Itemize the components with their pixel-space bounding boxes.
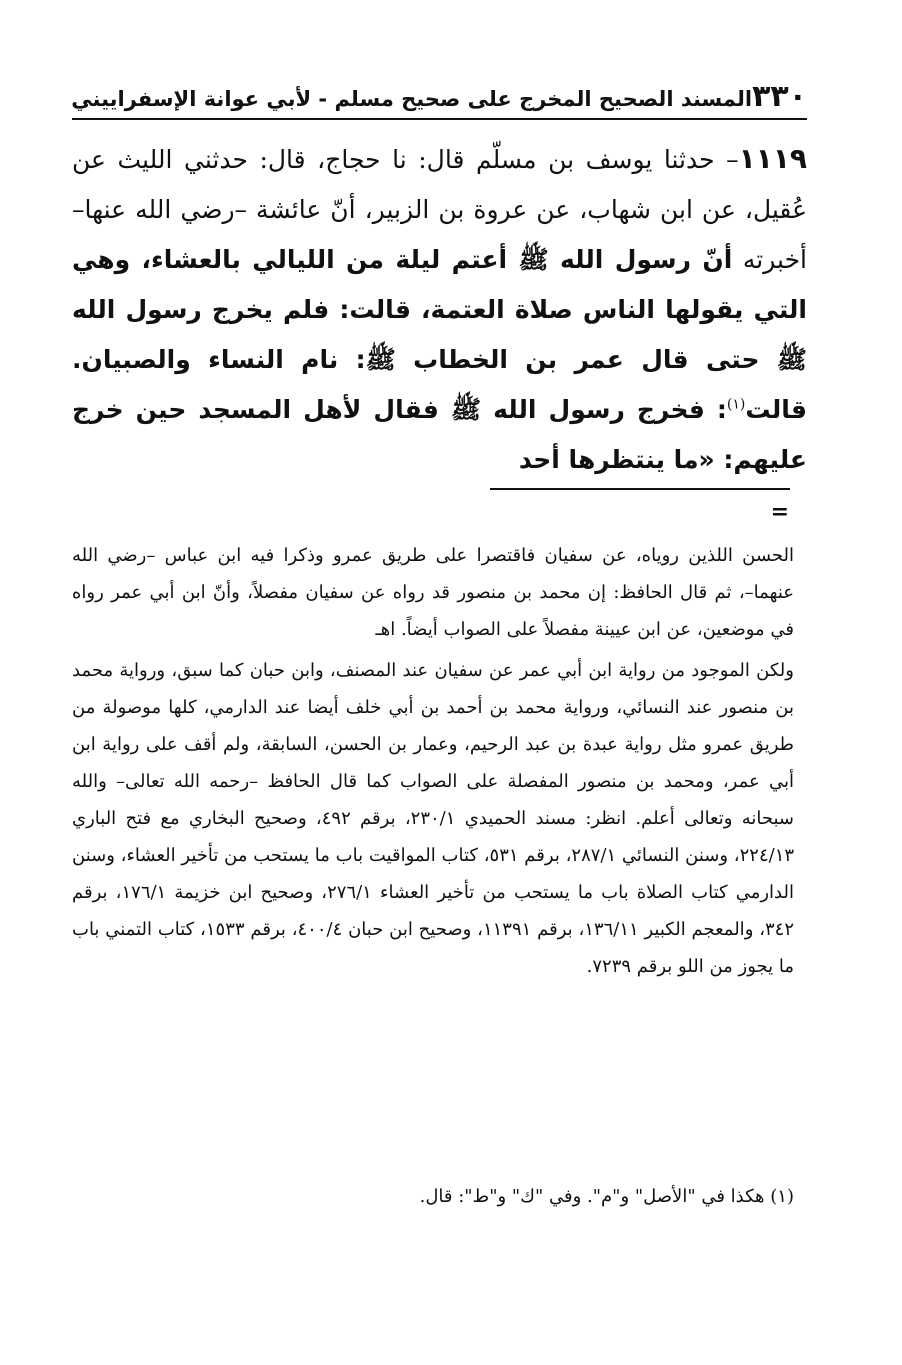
running-title: المسند الصحيح المخرج على صحيح مسلم - لأبي عوانة الإسفراييني — [71, 87, 753, 111]
hadith-isnad: – حدثنا يوسف بن مسلّم قال: نا حجاج، قال: حدثني الليث عن عُقيل، عن ابن شهاب، عن عروة بن الزبير، أنّ عائشة –رضي الله عنها– أخبرته — [72, 145, 807, 274]
footnote-reference: (١) — [726, 396, 746, 413]
continuation-mark: = — [770, 499, 789, 525]
footnote-separator — [490, 488, 790, 490]
hadith-matn: أنّ رسول الله ﷺ أعتم ليلة من الليالي بالعشاء، وهي التي يقولها الناس صلاة العتمة، قالت: فلم يخرج رسول الله ﷺ حتى قال عمر بن الخطاب ﷺ: نام النساء والصبيان. قالت — [72, 245, 807, 424]
hadith-text — [72, 134, 807, 485]
footnote-continued-paragraph: الحسن اللذين روياه، عن سفيان فاقتصرا على طريق عمرو وذكرا فيه ابن عباس –رضي الله عنهما–، ثم قال الحافظ: إن محمد بن منصور قد رواه عن سفيان مفصلاً، وأنّ ابن أبي عمر رواه في موضعين، عن ابن عيينة مفصلاً على الصواب أيضاً. اهـ — [72, 545, 795, 640]
footnote-1: (١) هكذا في "الأصل" و"م". وفي "ك" و"ط": قال. — [419, 1186, 794, 1207]
page-header — [72, 76, 807, 114]
footnote-paragraph: ولكن الموجود من رواية ابن أبي عمر عن سفيان عند المصنف، وابن حبان كما سبق، ورواية محمد بن منصور عند النسائي، ورواية محمد بن أحمد بن أبي خلف أيضا عند الدارمي، كلها موصولة من طريق عمرو مثل رواية عبدة بن عبد الرحيم، وعمار بن الحسن، السابقة، ولم أقف على رواية ابن أبي عمر، ومحمد بن منصور المفصلة على الصواب كما قال الحافظ –رحمه الله تعالى– والله سبحانه وتعالى أعلم. انظر: مسند الحميدي ٢٣٠/١، برقم ٤٩٢، وصحيح البخاري مع فتح الباري ٢٢٤/١٣، وسنن النسائي ٢٨٧/١، برقم ٥٣١، كتاب المواقيت باب ما يستحب من تأخير العشاء، وسنن الدارمي كتاب الصلاة باب ما يستحب من تأخير العشاء ٢٧٦/١، وصحيح ابن خزيمة ١٧٦/١، برقم ٣٤٢، والمعجم الكبير ١٣٦/١١، برقم ١١٣٩١، وصحيح ابن حبان ٤٠٠/٤، برقم ١٥٣٣، كتاب التمني باب ما يجوز من اللو برقم ٧٢٣٩. — [72, 660, 795, 977]
page-number: ٣٣٠ — [752, 79, 807, 114]
hadith-matn-continued: : فخرج رسول الله ﷺ فقال لأهل المسجد حين خرج عليهم: «ما ينتظرها أحد — [72, 395, 807, 474]
header-rule — [72, 118, 807, 120]
hadith-number: ١١١٩ — [738, 142, 807, 175]
footnotes-block — [72, 537, 794, 985]
